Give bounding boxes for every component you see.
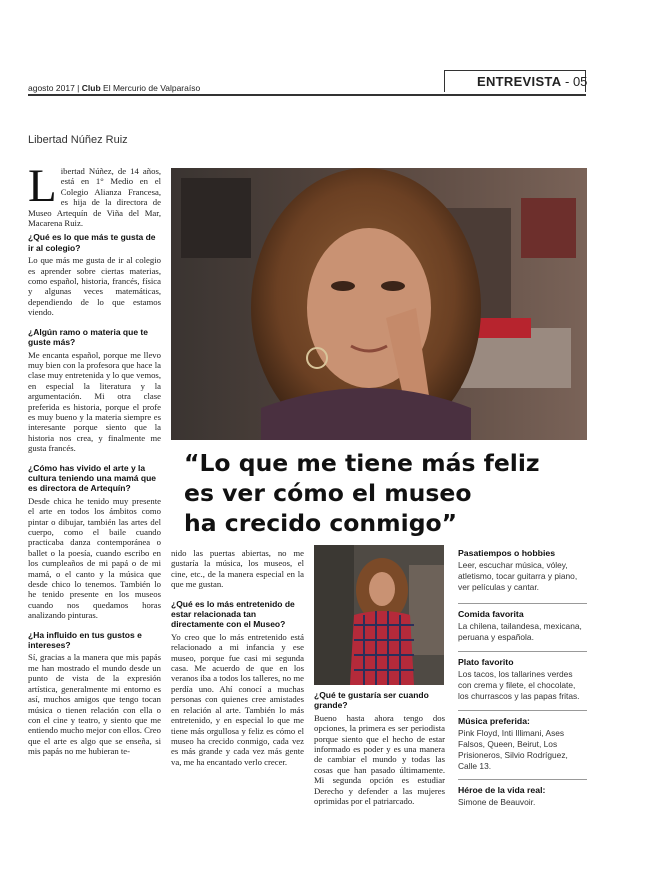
section-name: ENTREVISTA	[477, 74, 562, 89]
sidebar-favorite-dish	[458, 657, 587, 702]
article-column-2	[171, 548, 304, 771]
sidebar-text: Los tacos, los tallarines verdes con crema y filete, el chocolate, los churrascos y las papas fritas.	[458, 669, 580, 701]
portrait-photo	[171, 168, 587, 440]
page-number: - 05	[565, 74, 588, 89]
headline-line-2: es ver cómo el museo	[184, 479, 472, 507]
sidebar-text: Simone de Beauvoir.	[458, 797, 536, 807]
club-label: Club	[81, 83, 101, 93]
answer-influence: Sí, gracias a la manera que mis papás me han mostrado el mundo desde un punto de vista de la expresión artística, generalmente mi entorno es así, muchos amigos que tengo tocan música o tienen relación con ella o con el cine y teatro, y siento que me entiendo mucho mejor con ellos. Creo que el arte es algo que se enseña, si mis papás no me hubieran te-	[28, 652, 161, 757]
sidebar-heading: Música preferida:	[458, 716, 530, 726]
question-subject: ¿Algún ramo o materia que te guste más?	[28, 326, 148, 348]
headline-line-3: ha crecido conmigo”	[184, 509, 458, 537]
question-art-culture: ¿Cómo has vivido el arte y la cultura teniendo una mamá que es directora de Artequín?	[28, 462, 156, 494]
answer-school: Lo que más me gusta de ir al colegio es aprender sobre ciertas materias, como español, historia, francés, física y algunas veces matemáticas, dependiendo de lo que estamos viendo.	[28, 255, 161, 318]
byline: Libertad Núñez Ruiz	[28, 134, 128, 146]
answer-subject: Me encanta español, porque me llevo muy bien con la profesora que hace la clase muy entretenida y lo que vemos, en especial la literatura y la argumentación. Mi otra clase preferida es historia, porque el profe es muy bueno y la materia siempre es interesante porque siento que la historia nos crea, y finalmente me gusta francés.	[28, 349, 161, 454]
article-column-3	[314, 690, 445, 810]
sidebar-divider	[458, 710, 587, 711]
header-publication-line	[28, 83, 200, 93]
answer-future: Bueno hasta ahora tengo dos opciones, la primera es ser periodista porque siento que el hecho de estar informado es poder y es una manera de cambiar el mundo y todas las cosas que han pasado últimamente. Mi segunda opción es estudiar Derecho y defender a las mujeres oprimidas por el patriarcado.	[314, 712, 445, 807]
drop-cap: L	[28, 160, 57, 212]
sidebar-heading: Héroe de la vida real:	[458, 785, 546, 795]
full-body-photo	[314, 545, 444, 685]
answer-museum: Yo creo que lo más entretenido está relacionado a mi infancia y ese museo, porque fue casi mi segunda casa. Me acuerdo de que en los veranos iba a todos los talleres, no me perdía uno. Ahí conocí a muchas personas con quienes cree amistades en relación al arte. También lo más entretenido, y en especial lo que me tiene más orgullosa y feliz es cómo el museo ha crecido conmigo, cada vez es más grande y cada vez más gente va, me ha encantado verlo crecer.	[171, 631, 304, 767]
sidebar-heading: Comida favorita	[458, 609, 524, 619]
question-school: ¿Qué es lo que más te gusta de ir al colegio?	[28, 232, 156, 253]
section-tab	[444, 70, 586, 92]
header-rule	[28, 94, 586, 96]
sidebar-favorite-food	[458, 609, 587, 643]
intro-paragraph	[28, 160, 161, 229]
sidebar-favorite-music	[458, 716, 587, 772]
sidebar-text: La chilena, tailandesa, mexicana, peruana y española.	[458, 621, 582, 642]
answer-influence-continued: nido las puertas abiertas, no me gustaría la música, los museos, el cine, etc., de la manera especial en la que me gustan.	[171, 548, 304, 590]
sidebar-hero	[458, 785, 587, 808]
question-influence: ¿Ha influido en tus gustos e intereses?	[28, 629, 142, 651]
newspaper-name: El Mercurio de Valparaíso	[103, 83, 201, 93]
issue-date: agosto 2017	[28, 83, 75, 93]
article-column-1	[28, 160, 161, 761]
sidebar-text: Pink Floyd, Inti Illimani, Ases Falsos, Queen, Beirut, Los Prisioneros, Silvio Rodríguez, Calle 13.	[458, 728, 568, 771]
answer-art-culture: Desde chica he tenido muy presente el arte en todos los ámbitos como pintar o dibujar, también las artes del cuerpo, como el baile cuando practicaba danza contemporánea o ballet o la poesía, cuando escribo en los cumpleaños de mi papá o de mi mamá, o el canto y la música que desde chico lo tenemos. También lo he tenido presente en los museos cuando nos quedamos horas analizando pinturas.	[28, 495, 161, 621]
sidebar-divider	[458, 651, 587, 652]
pull-quote-headline	[184, 448, 594, 538]
question-museum: ¿Qué es lo más entretenido de estar relacionada tan directamente con el Museo?	[171, 598, 295, 630]
sidebar-heading: Pasatiempos o hobbies	[458, 548, 556, 558]
sidebar-hobbies	[458, 548, 587, 593]
question-future: ¿Qué te gustaría ser cuando grande?	[314, 690, 429, 711]
sidebar-divider	[458, 779, 587, 780]
sidebar-text: Leer, escuchar música, vóley, atletismo, tocar guitarra y piano, ver películas y cantar.	[458, 560, 578, 592]
header-separator: |	[77, 83, 80, 93]
intro-text: ibertad Núñez, de 14 años, está en 1° Medio en el Colegio Alianza Francesa, es hija de la directora de Museo Artequín de Viña del Mar, Macarena Ruiz.	[28, 166, 161, 229]
headline-line-1: “Lo que me tiene más feliz	[184, 449, 540, 477]
sidebar-divider	[458, 603, 587, 604]
sidebar-heading: Plato favorito	[458, 657, 514, 667]
